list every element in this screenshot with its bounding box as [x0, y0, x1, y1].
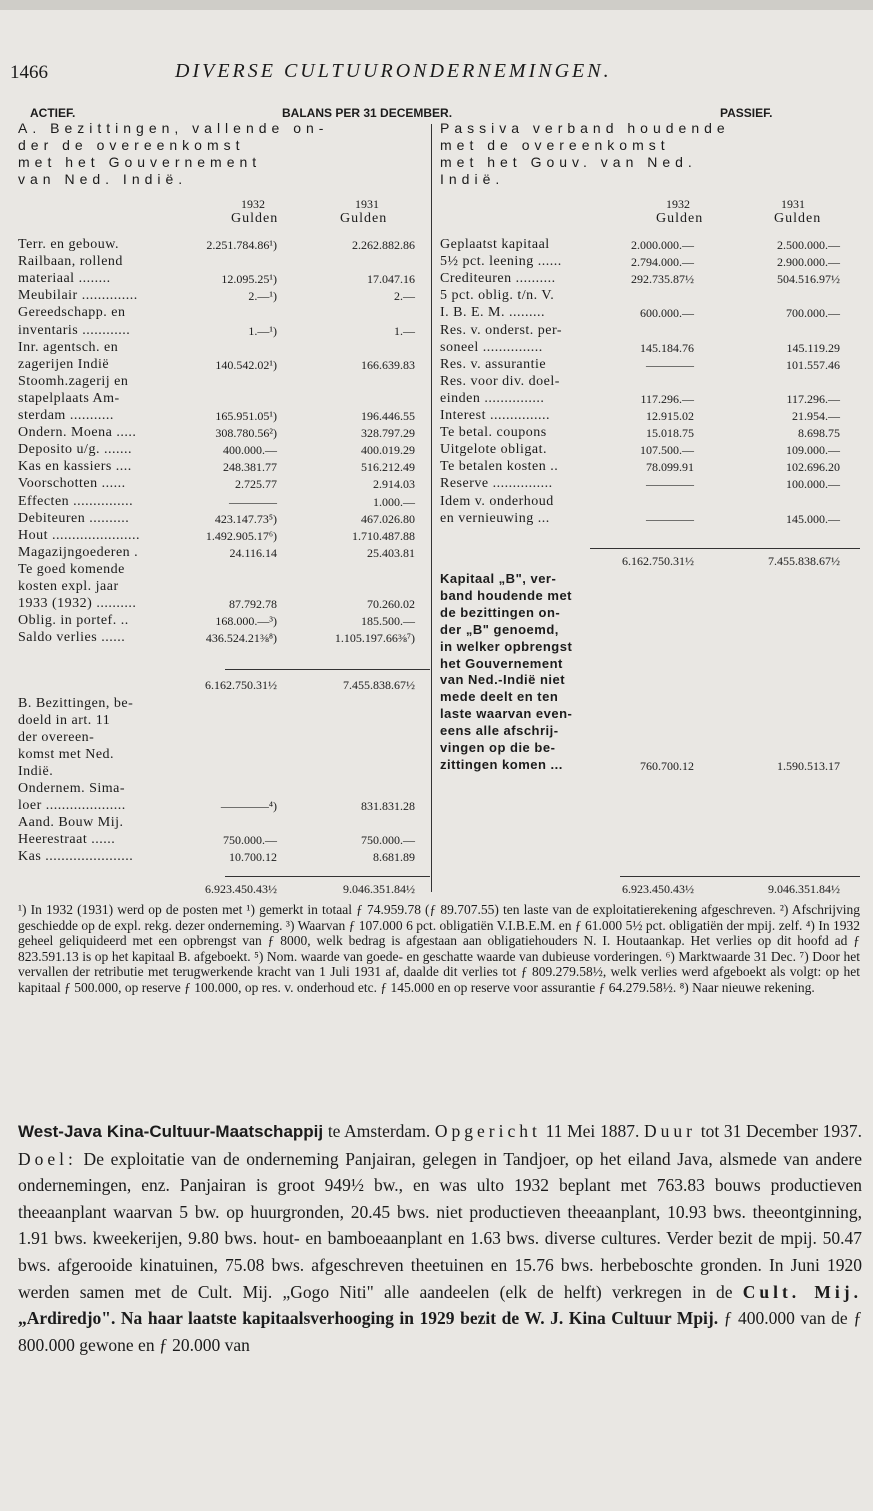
left-row-value-1931: 25.403.81 [367, 545, 415, 560]
left-heading-line: van Ned. Indië. [18, 171, 188, 187]
right-row-label: Res. v. assurantie [440, 356, 547, 372]
right-row-value-1931: 1.590.513.17 [777, 759, 840, 773]
right-row-value-1931: 100.000.— [786, 477, 840, 492]
right-total-a-rule [590, 548, 860, 549]
left-row-value-1932: 308.780.56²) [215, 426, 277, 441]
right-row-label: vingen op die be- [440, 740, 556, 755]
left-row-value-1932: 140.542.02¹) [215, 357, 277, 372]
right-row-value-1932: 600.000.— [640, 306, 694, 321]
left-row-label: der overeen- [18, 730, 95, 745]
company-text-1: te Amsterdam. [323, 1121, 435, 1141]
left-row-value-1932: 24.116.14 [229, 545, 277, 560]
right-heading-line: met de overeenkomst [440, 137, 670, 153]
right-row-label: I. B. E. M. ......... [440, 305, 545, 321]
left-year2: 1931 [355, 197, 379, 211]
left-unit1: Gulden [231, 211, 279, 226]
left-row-label: Railbaan, rollend [18, 254, 123, 270]
left-row-value-1931: 185.500.— [361, 614, 415, 629]
left-row-label: loer .................... [18, 798, 126, 813]
right-row-label: Reserve ............... [440, 476, 553, 492]
right-row-value-1931: 145.119.29 [786, 340, 840, 355]
left-row-value-1931: 166.639.83 [361, 357, 415, 372]
right-row-label: Res. voor div. doel- [440, 373, 560, 389]
left-row-value-1932: 423.147.73⁵) [214, 511, 277, 526]
right-row-label: Kapitaal „B", ver- [440, 571, 557, 586]
left-row-label: Saldo verlies ...... [18, 630, 126, 646]
right-unit1: Gulden [656, 211, 704, 226]
right-row-value-1932: 107.500.— [640, 443, 694, 458]
left-row-value-1931: 9.046.351.84½ [343, 882, 415, 896]
right-heading-line: met het Gouv. van Ned. [440, 154, 697, 170]
left-row-value-1932: 165.951.05¹) [215, 409, 277, 423]
left-row-label: kosten expl. jaar [18, 579, 119, 594]
left-row-label: Effecten ............... [18, 493, 134, 509]
right-row-label: Uitgelote obligat. [440, 442, 547, 458]
left-row-label: Terr. en gebouw. [18, 237, 119, 252]
left-row-label: Te goed komende [18, 561, 125, 577]
actief-label: ACTIEF. [30, 106, 76, 120]
right-year1: 1932 [666, 197, 690, 211]
left-row-value-1931: 831.831.28 [361, 799, 415, 813]
left-row-label: Voorschotten ...... [18, 476, 126, 492]
left-row-label: Kas en kassiers .... [18, 459, 132, 475]
right-row-value-1932: 2.000.000.— [631, 238, 694, 252]
left-row-label: sterdam ........... [18, 408, 114, 423]
right-row-value-1931: 504.516.97½ [777, 272, 840, 287]
left-row-value-1931: 1.000.— [373, 494, 415, 509]
right-row-value-1931: 2.900.000.— [777, 255, 840, 270]
company-name: West-Java Kina-Cultuur-Maatschappij [18, 1122, 324, 1141]
left-row-label: Debiteuren .......... [18, 510, 130, 526]
left-row-value-1932: 6.162.750.31½ [205, 678, 277, 692]
left-row-value-1931: 8.681.89 [373, 850, 415, 864]
column-divider [431, 124, 432, 892]
left-row-value-1932: 12.095.25¹) [221, 272, 277, 287]
right-row-value-1932: 145.184.76 [640, 340, 694, 355]
right-row-label: Interest ............... [440, 408, 550, 423]
left-unit2: Gulden [340, 211, 388, 226]
left-row-value-1931: 467.026.80 [361, 511, 415, 526]
company-text-2: 11 Mei 1887. [540, 1121, 645, 1141]
company-text-4: De exploitatie van de onderneming Panjairan, gelegen in Tandjoer, op het eiland Java, alsmede van andere ondernemingen, enz. Panjairan is groot 949½ bw., en was ulto 1932 beplant met 763.83 bouws productieven theeaanplant waarvan 5 bw. op huurgronden, 20.45 bws. niet productieven theeaanplant, 10.93 bws. theeontginning, 1.91 bws. kweekerijen, 9.80 bws. hout- en bamboeaanplant en 1.63 bws. diverse cultures. Verder bezit de mpij. 50.47 bws. afgerooide kinatuinen, 75.08 bws. afgeschreven theetuinen en 15.76 bws. herbeboschte gronden. In Juni 1920 werden samen met de Cult. Mij. „Gogo Niti" alle aandeelen (elk de helft) verkregen in de [18, 1148, 862, 1302]
right-row-value-1931: 102.696.20 [786, 460, 840, 475]
right-row-value-1932: ———— [646, 477, 694, 492]
right-row-label: Te betal. coupons [440, 425, 547, 441]
footnotes [18, 902, 860, 995]
footnotes-text: ¹) In 1932 (1931) werd op de posten met ¹) gemerkt in totaal ƒ 74.959.78 (ƒ 89.707.55) ten laste van de exploitatierekening afgeschreven. ²) Afschrijving geschiedde op de expl. rekg. dezer onderneming. ³) Waarvan ƒ 107.000 6 pct. obligatiën V.I.B.E.M. en ƒ 61.000 5½ pct. obligatiën der mpij. zelf. ⁴) In 1932 geheel geliquideerd met een opbrengst van ƒ 8000, welk bedrag is afgestaan aan obligatiehouders N. I. Houtaankap. Het verlies op dit hoofd ad ƒ 823.591.13 is op het kapitaal B. afgeboekt. ⁵) Nom. waarde van goede- en geschatte waarde van dubieuse vorderingen. ⁶) Marktwaarde 31 Dec. ⁷) Door het vervallen der retributie met terugwerkende kracht van 1 Juli 1931 af, daalde dit verlies tot ƒ 809.279.58½, welk verlies werd afgeboekt als volgt: op het kapitaal ƒ 500.000, op reserve ƒ 100.000, op res. v. onderhoud etc. ƒ 145.000 en op reserve voor assurantie ƒ 64.279.58½. ⁸) Naar nieuwe rekening. [18, 902, 860, 995]
right-row-label: laste waarvan even- [440, 706, 573, 722]
right-year2: 1931 [781, 197, 805, 211]
right-row-label: en vernieuwing ... [440, 510, 550, 526]
left-row-label: Meubilair .............. [18, 288, 138, 304]
right-row-label: in welker opbrengst [440, 638, 573, 654]
left-row-label: B. Bezittingen, be- [18, 696, 134, 711]
left-row-value-1931: 400.019.29 [361, 443, 415, 458]
left-row-label: stapelplaats Am- [18, 390, 120, 406]
scan-top-band [0, 0, 873, 10]
left-row-value-1932: 10.700.12 [229, 850, 277, 864]
left-row-label: Magazijngoederen . [18, 544, 139, 560]
right-row-value-1932: 6.162.750.31½ [622, 554, 694, 568]
left-row-value-1931: 750.000.— [361, 833, 415, 847]
right-row-label: zittingen komen ... [440, 756, 563, 772]
right-row-label: Idem v. onderhoud [440, 493, 554, 509]
right-row-label: soneel ............... [440, 339, 543, 355]
left-row-value-1932: 87.792.78 [229, 597, 277, 612]
right-heading-line: Indië. [440, 171, 505, 187]
left-row-value-1931: 2.— [394, 289, 415, 304]
left-year1: 1932 [241, 197, 265, 211]
left-row-value-1932: 1.492.905.17⁶) [205, 528, 277, 543]
left-row-value-1931: 7.455.838.67½ [343, 678, 415, 692]
right-row-value-1931: 9.046.351.84½ [768, 882, 840, 896]
right-row-value-1932: 760.700.12 [640, 759, 694, 773]
left-heading-line: met het Gouvernement [18, 154, 262, 170]
left-row-value-1931: 328.797.29 [361, 426, 415, 441]
right-row-label: 5½ pct. leening ...... [440, 254, 562, 270]
doel-label: Doel: [18, 1148, 77, 1169]
left-row-value-1932: 248.381.77 [223, 460, 277, 475]
page-number: 1466 [10, 62, 48, 83]
company-text-5: ƒ 400.000 van de ƒ 800.000 gewone en ƒ 20.000 van [18, 1308, 862, 1355]
left-row-label: Inr. agentsch. en [18, 339, 119, 355]
running-head: DIVERSE CULTUURONDERNEMINGEN. [175, 60, 612, 82]
right-row-value-1931: 109.000.— [786, 443, 840, 458]
right-row-value-1932: 78.099.91 [646, 460, 694, 475]
right-row-label: Crediteuren .......... [440, 271, 556, 287]
right-row-label: Geplaatst kapitaal [440, 237, 550, 252]
left-row-label: Hout ...................... [18, 527, 140, 543]
left-row-value-1932: 400.000.— [223, 443, 277, 458]
right-row-value-1932: 117.296.— [640, 391, 694, 406]
right-row-value-1932: 292.735.87½ [631, 272, 694, 287]
right-row-label: einden ............... [440, 390, 545, 406]
right-row-value-1931: 117.296.— [786, 391, 840, 406]
right-row-label: der „B" genoemd, [440, 621, 559, 637]
left-row-value-1931: 2.262.882.86 [352, 238, 415, 252]
left-row-label: Ondernem. Sima- [18, 781, 126, 796]
left-grand-total-rule [225, 876, 430, 877]
left-row-label: Ondern. Moena ..... [18, 425, 137, 441]
right-row-label: het Gouvernement [440, 655, 563, 671]
cult-mij-label: Cult. Mij. [742, 1281, 862, 1302]
balance-title: BALANS PER 31 DECEMBER. [282, 106, 453, 120]
right-row-label: de bezittingen on- [440, 604, 561, 620]
left-row-label: Deposito u/g. ....... [18, 442, 132, 458]
right-row-value-1932: 12.915.02 [646, 409, 694, 423]
left-row-value-1931: 1.105.197.66⅜⁷) [334, 631, 415, 646]
right-row-value-1931: 8.698.75 [798, 426, 840, 441]
left-row-value-1931: 70.260.02 [367, 597, 415, 612]
left-row-value-1931: 1.— [394, 323, 415, 338]
company-text-3: tot 31 December 1937. [696, 1121, 863, 1141]
right-grand-total-rule [620, 876, 860, 877]
right-row-label: 5 pct. oblig. t/n. V. [440, 288, 555, 304]
left-row-value-1932: 2.251.784.86¹) [206, 238, 277, 252]
passief-label: PASSIEF. [720, 106, 773, 120]
left-row-label: Aand. Bouw Mij. [18, 815, 124, 830]
duur-label: Duur [644, 1121, 697, 1141]
right-row-value-1931: 21.954.— [792, 409, 840, 423]
left-row-value-1931: 516.212.49 [361, 460, 415, 475]
left-row-value-1932: 750.000.— [223, 833, 277, 847]
left-total-a-rule [225, 669, 430, 670]
left-row-value-1931: 1.710.487.88 [352, 528, 415, 543]
right-heading-line: Passiva verband houdende [440, 120, 730, 136]
left-section-heading [18, 120, 430, 188]
left-row-label: Heerestraat ...... [18, 832, 116, 847]
company-description [18, 1118, 862, 1358]
left-row-value-1931: 2.914.03 [373, 477, 415, 492]
left-row-label: Oblig. in portef. .. [18, 613, 129, 629]
right-unit2: Gulden [774, 211, 822, 226]
right-row-value-1931: 101.557.46 [786, 357, 840, 372]
right-row-label: Te betalen kosten .. [440, 459, 559, 475]
left-row-value-1932: 6.923.450.43½ [205, 882, 277, 896]
right-row-value-1931: 145.000.— [786, 511, 840, 526]
left-heading-line: A. Bezittingen, vallende on- [18, 120, 329, 136]
left-row-value-1932: 2.—¹) [248, 289, 277, 304]
left-row-label: Indië. [18, 764, 54, 779]
right-row-label: eens alle afschrij- [440, 723, 559, 739]
left-row-value-1932: 436.524.21⅜⁸) [205, 631, 277, 646]
right-row-value-1932: 6.923.450.43½ [622, 882, 694, 896]
right-row-value-1932: 15.018.75 [646, 426, 694, 441]
left-row-value-1932: 2.725.77 [235, 477, 277, 492]
left-row-label: doeld in art. 11 [18, 713, 111, 728]
left-row-label: Stoomh.zagerij en [18, 373, 129, 389]
right-row-label: band houdende met [440, 587, 572, 603]
right-row-value-1931: 2.500.000.— [777, 238, 840, 252]
right-row-value-1932: 2.794.000.— [631, 255, 694, 270]
right-row-label: Res. v. onderst. per- [440, 322, 563, 338]
ardiredjo-text: „Ardiredjo". Na haar laatste kapitaalsverhooging in 1929 bezit de W. J. Kina Cultuur Mpij. [18, 1308, 719, 1329]
left-row-label: inventaris ............ [18, 322, 131, 338]
left-row-label: zagerijen Indië [18, 356, 110, 372]
right-row-value-1931: 7.455.838.67½ [768, 554, 840, 568]
left-row-value-1931: 17.047.16 [367, 272, 415, 287]
left-row-label: materiaal ........ [18, 271, 111, 287]
right-row-label: mede deelt en ten [440, 689, 559, 705]
left-row-value-1932: 168.000.—³) [215, 614, 277, 629]
left-row-value-1931: 196.446.55 [361, 409, 415, 423]
left-row-value-1932: ————⁴) [220, 799, 277, 813]
right-row-value-1932: ———— [646, 511, 694, 526]
right-section-heading [440, 120, 860, 188]
left-row-label: 1933 (1932) .......... [18, 596, 137, 612]
left-row-label: Gereedschapp. en [18, 305, 126, 321]
left-row-label: komst met Ned. [18, 747, 115, 762]
right-row-value-1932: ———— [646, 357, 694, 372]
left-row-label: Kas ...................... [18, 849, 134, 864]
left-heading-line: der de overeenkomst [18, 137, 245, 153]
opgericht-label: Opgericht [434, 1121, 541, 1141]
right-row-label: van Ned.-Indië niet [440, 672, 566, 688]
left-row-value-1932: ———— [229, 494, 277, 509]
right-row-value-1931: 700.000.— [786, 306, 840, 321]
left-row-value-1932: 1.—¹) [248, 323, 277, 338]
